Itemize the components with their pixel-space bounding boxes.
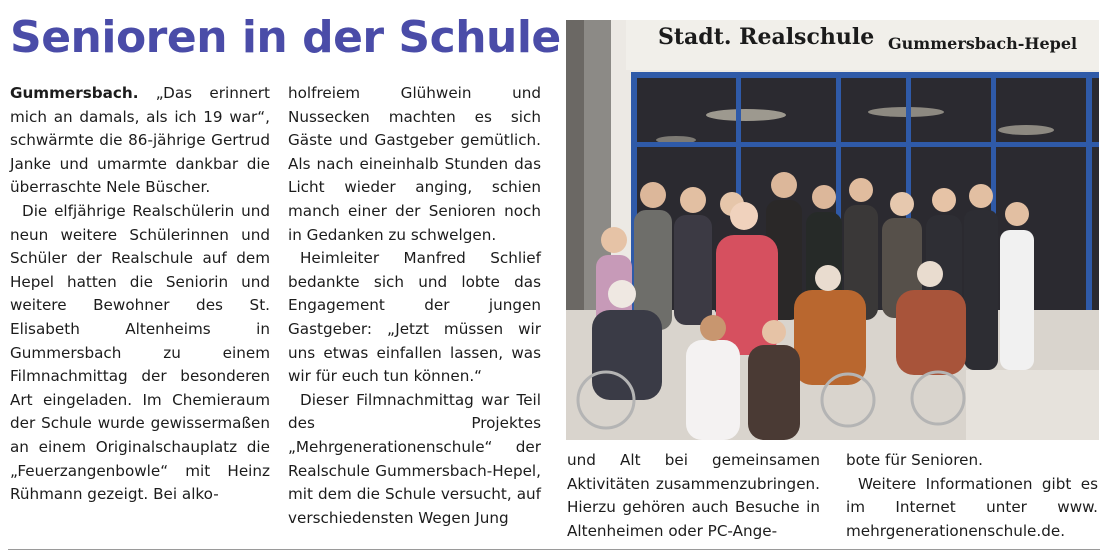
article-paragraph-3: Heimleiter Manfred Schlief bedankte sich und lobte das Engagement der jungen Gastgeber: „Jetzt müssen wir uns etwas einfallen lassen, was wir für euch tun können.“ [288, 249, 541, 386]
article-paragraph-2-continued: holfreiem Glühwein und Nussecken machten es sich Gäste und Gastgeber gemütlich. Als nach eineinhalb Stunden das Licht wieder anging, schien manch einer der Senioren noch in Gedanken zu schwelgen. [288, 84, 541, 244]
photo-sign-left: Stadt. Realschule [658, 24, 875, 50]
article-paragraph-4: Dieser Filmnachmittag war Teil des Projektes „Mehrgenerationenschule“ der Realschule Gummersbach-Hepel, mit dem die Schule versucht, auf verschiedensten Wegen Jung [288, 390, 541, 527]
article-paragraph-4-continued: und Alt bei gemeinsamen Aktivitäten zusammenzubringen. Hierzu gehören auch Besuche in Altenheimen oder PC-Ange- [567, 451, 820, 540]
article-column-2 [288, 82, 541, 530]
group-photo [566, 20, 1099, 440]
article-paragraph-4-end: bote für Senioren. [846, 451, 983, 469]
article-paragraph-2: Die elfjährige Realschülerin und neun weitere Schülerinnen und Schüler der Realschule auf dem Hepel hatten die Seniorin und weitere Bewohner des St. Elisabeth Altenheims in Gummersbach zu einem Filmnachmittag der besonderen Art eingeladen. Im Chemieraum der Schule wurde gewissermaßen an einem Originalschauplatz die „Feuerzangenbowle“ mit Heinz Rühmann gezeigt. Bei alko- [10, 201, 270, 504]
bottom-divider [8, 549, 1100, 550]
article-paragraph-1-text: „Das erinnert mich an damals, als ich 19 war“, schwärmte die 86-jährige Gertrud Janke und umarmte dankbar die überraschte Nele Büscher. [10, 84, 270, 197]
group-photo-illustration [566, 20, 1099, 440]
article-column-4 [846, 449, 1098, 543]
article-dateline: Gummersbach. [10, 84, 139, 102]
article-column-3 [567, 449, 820, 543]
article-column-1 [10, 82, 270, 507]
article-headline: Senioren in der Schule [10, 12, 561, 63]
article-paragraph-5: Weitere Informationen gibt es im Internet unter www. mehrgenerationenschule.de. [846, 474, 1098, 540]
article-paragraph-1 [10, 82, 270, 200]
photo-sign-right: Gummersbach-Hepel [888, 34, 1078, 53]
